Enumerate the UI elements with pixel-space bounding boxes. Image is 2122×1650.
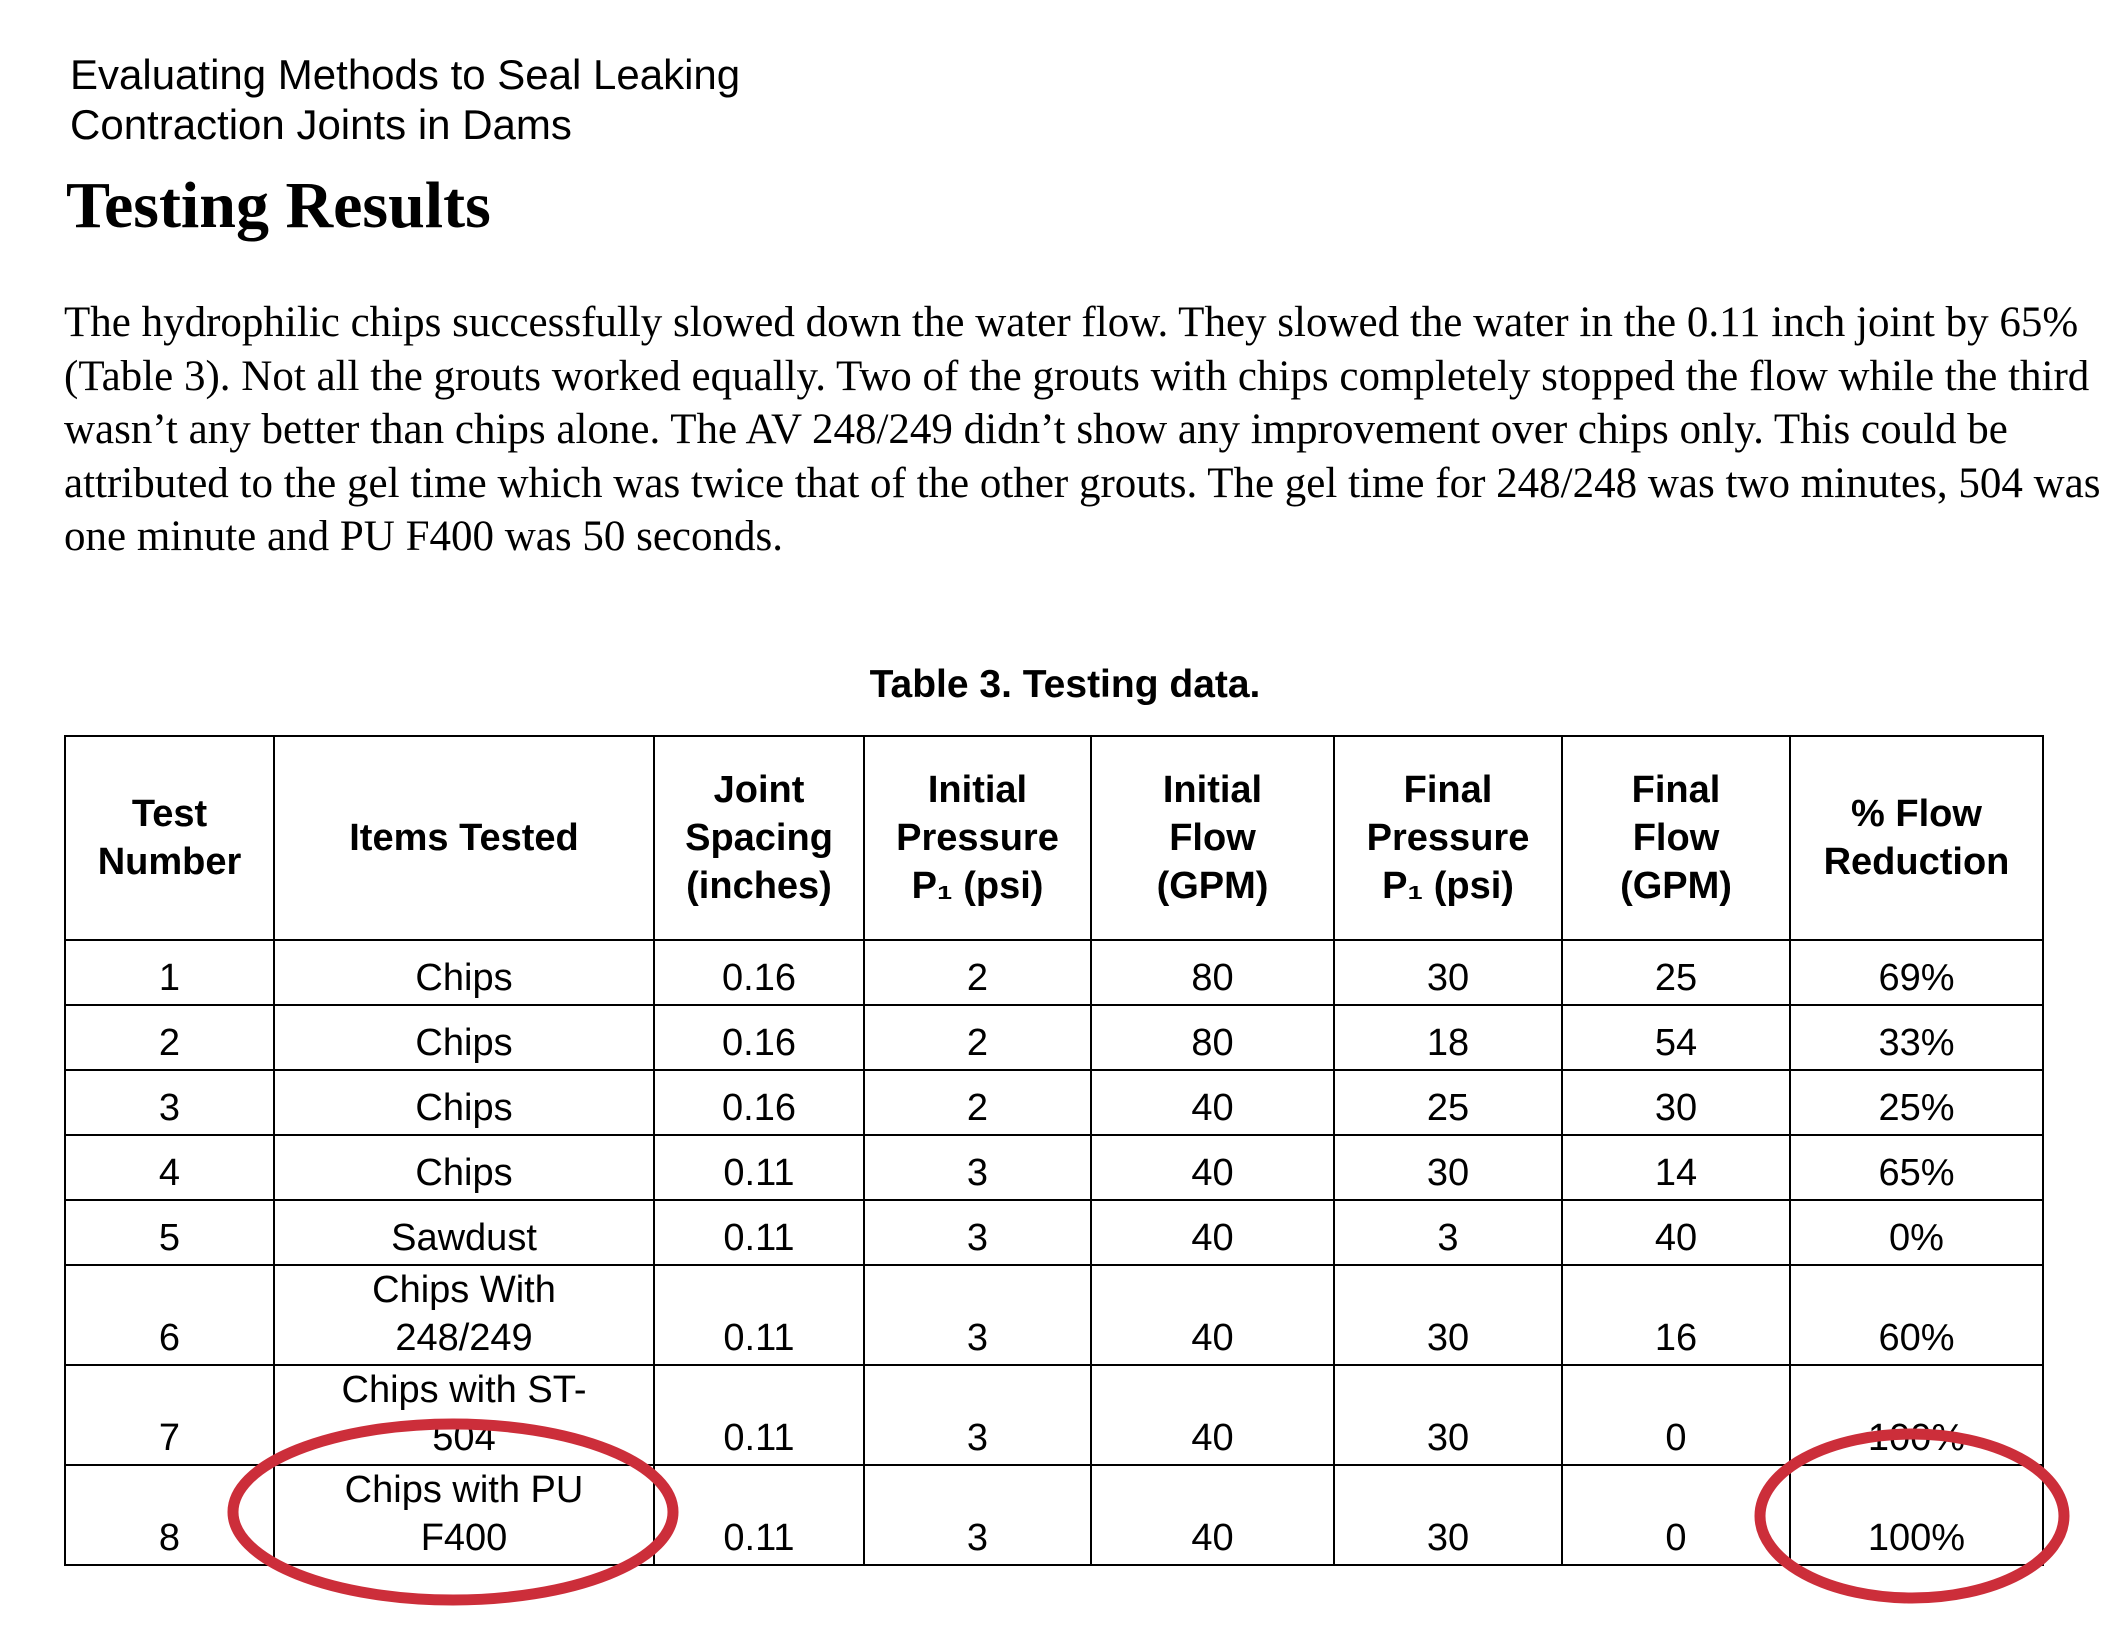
cell-line: F400 — [420, 1517, 508, 1559]
cell-initial-flow — [1091, 940, 1334, 1005]
cell-initial-pressure — [864, 1200, 1091, 1265]
table-row — [65, 1365, 2043, 1465]
cell-line: 2 — [966, 957, 989, 999]
cell-line: 40 — [1191, 1087, 1234, 1129]
cell-line: 65% — [1878, 1152, 1955, 1194]
table-row — [65, 940, 2043, 1005]
cell-line: 3 — [158, 1087, 181, 1129]
cell-line: 40 — [1654, 1217, 1698, 1259]
table-row — [65, 1005, 2043, 1070]
cell-line: 3 — [966, 1517, 989, 1559]
header-line: (GPM) — [1156, 865, 1269, 907]
cell-initial-flow — [1091, 1135, 1334, 1200]
cell-line: 30 — [1654, 1087, 1698, 1129]
cell-line: 0 — [1665, 1417, 1687, 1459]
cell-line: Chips — [415, 957, 513, 999]
cell-line: 54 — [1654, 1022, 1698, 1064]
cell-initial-pressure — [864, 1005, 1091, 1070]
cell-flow-reduction — [1790, 1365, 2043, 1465]
header-line: Flow — [1632, 817, 1720, 859]
cell-items-tested — [274, 1365, 654, 1465]
cell-line: 80 — [1191, 957, 1234, 999]
cell-line: 3 — [966, 1417, 989, 1459]
cell-line: 0% — [1889, 1217, 1944, 1259]
cell-line: Chips — [415, 1087, 513, 1129]
header-line: P₁ (psi) — [1382, 865, 1514, 907]
cell-line: 30 — [1426, 1517, 1470, 1559]
cell-line: 30 — [1426, 1317, 1470, 1359]
table-body — [65, 940, 2043, 1565]
cell-line: Chips with ST- — [341, 1369, 587, 1411]
cell-joint-spacing — [654, 1365, 864, 1465]
header-line: Final — [1631, 769, 1721, 811]
cell-line: 2 — [966, 1022, 989, 1064]
cell-final-flow — [1562, 1365, 1790, 1465]
cell-line: 40 — [1191, 1417, 1234, 1459]
cell-line: 18 — [1426, 1022, 1470, 1064]
cell-line: 40 — [1191, 1317, 1234, 1359]
cell-line: 100% — [1867, 1517, 1966, 1559]
cell-test-number — [65, 1365, 274, 1465]
cell-test-number — [65, 1070, 274, 1135]
cell-joint-spacing — [654, 940, 864, 1005]
cell-line: 30 — [1426, 957, 1470, 999]
cell-joint-spacing — [654, 1135, 864, 1200]
report-title — [70, 50, 740, 150]
cell-test-number — [65, 1200, 274, 1265]
header-line: Initial — [927, 769, 1028, 811]
cell-test-number — [65, 940, 274, 1005]
table-header-row — [65, 736, 2043, 940]
table-row — [65, 1200, 2043, 1265]
cell-final-pressure — [1334, 1005, 1562, 1070]
header-line: (GPM) — [1620, 865, 1732, 907]
cell-line: 25 — [1654, 957, 1698, 999]
cell-flow-reduction — [1790, 1005, 2043, 1070]
cell-joint-spacing — [654, 1200, 864, 1265]
cell-line: 6 — [158, 1317, 181, 1359]
cell-line: 30 — [1426, 1152, 1470, 1194]
cell-test-number — [65, 1265, 274, 1365]
cell-line: 0.11 — [723, 1217, 795, 1259]
header-line: Pressure — [1366, 817, 1530, 859]
cell-final-flow — [1562, 1070, 1790, 1135]
cell-initial-pressure — [864, 1135, 1091, 1200]
cell-line: 0.11 — [723, 1417, 795, 1459]
report-title-line-1: Evaluating Methods to Seal Leaking — [70, 51, 741, 98]
cell-flow-reduction — [1790, 1070, 2043, 1135]
cell-line: 4 — [158, 1152, 181, 1194]
section-heading: Testing Results — [66, 169, 491, 242]
cell-flow-reduction — [1790, 1200, 2043, 1265]
cell-joint-spacing — [654, 1005, 864, 1070]
cell-joint-spacing — [654, 1265, 864, 1365]
cell-initial-flow — [1091, 1265, 1334, 1365]
table-caption: Table 3. Testing data. — [869, 663, 1261, 706]
cell-final-pressure — [1334, 1135, 1562, 1200]
cell-initial-flow — [1091, 1005, 1334, 1070]
header-initial-pressure — [864, 736, 1091, 940]
cell-line: 80 — [1191, 1022, 1234, 1064]
cell-final-flow — [1562, 1200, 1790, 1265]
header-line: Initial — [1162, 769, 1263, 811]
cell-line: Chips with PU — [344, 1469, 584, 1511]
cell-line: 0 — [1665, 1517, 1687, 1559]
cell-line: 1 — [158, 957, 181, 999]
table-row — [65, 1265, 2043, 1365]
cell-line: Chips — [415, 1152, 513, 1194]
cell-final-pressure — [1334, 1200, 1562, 1265]
cell-initial-pressure — [864, 1365, 1091, 1465]
cell-line: 3 — [1437, 1217, 1459, 1259]
header-line: % Flow — [1851, 793, 1982, 835]
cell-initial-flow — [1091, 1070, 1334, 1135]
header-line: Pressure — [896, 817, 1059, 859]
cell-line: 8 — [158, 1517, 181, 1559]
cell-line: 504 — [432, 1417, 496, 1459]
cell-final-pressure — [1334, 1365, 1562, 1465]
cell-line: 40 — [1191, 1217, 1234, 1259]
table-row — [65, 1465, 2043, 1565]
cell-joint-spacing — [654, 1465, 864, 1565]
cell-line: 14 — [1654, 1152, 1698, 1194]
cell-line: 60% — [1878, 1317, 1955, 1359]
header-line: Spacing — [685, 817, 833, 859]
cell-items-tested — [274, 940, 654, 1005]
body-paragraph: The hydrophilic chips successfully slowed down the water flow. They slowed the water in the 0.11 inch joint by 65% (Table 3). Not all the grouts worked equally. Two of the grouts with chips completely stopped the flow while the third wasn’t any better than chips alone. The AV 248/249 didn’t show any improvement over chips only. This could be attributed to the gel time which was twice that of the other grouts. The gel time for 248/248 was two minutes, 504 was one minute and PU F400 was 50 seconds. — [64, 299, 2101, 560]
cell-flow-reduction — [1790, 1265, 2043, 1365]
cell-flow-reduction — [1790, 940, 2043, 1005]
cell-line: 0.16 — [722, 957, 796, 999]
cell-items-tested — [274, 1135, 654, 1200]
cell-flow-reduction — [1790, 1135, 2043, 1200]
cell-final-flow — [1562, 1135, 1790, 1200]
cell-final-flow — [1562, 1005, 1790, 1070]
cell-items-tested — [274, 1005, 654, 1070]
cell-final-pressure — [1334, 1265, 1562, 1365]
cell-line: 25% — [1878, 1087, 1955, 1129]
cell-flow-reduction — [1790, 1465, 2043, 1565]
header-flow-reduction — [1790, 736, 2043, 940]
cell-initial-flow — [1091, 1465, 1334, 1565]
cell-final-pressure — [1334, 1070, 1562, 1135]
cell-items-tested — [274, 1070, 654, 1135]
testing-data-table — [64, 735, 2044, 1566]
cell-line: 3 — [966, 1217, 989, 1259]
header-items-tested — [274, 736, 654, 940]
cell-items-tested — [274, 1465, 654, 1565]
cell-final-pressure — [1334, 1465, 1562, 1565]
cell-line: 40 — [1191, 1517, 1234, 1559]
header-line: Reduction — [1823, 841, 2010, 883]
cell-final-pressure — [1334, 940, 1562, 1005]
header-line: Items Tested — [349, 817, 579, 859]
cell-line: 25 — [1426, 1087, 1470, 1129]
cell-line: 2 — [966, 1087, 989, 1129]
cell-line: 2 — [158, 1022, 181, 1064]
cell-line: 69% — [1878, 957, 1955, 999]
cell-initial-pressure — [864, 1265, 1091, 1365]
cell-initial-flow — [1091, 1200, 1334, 1265]
cell-line: 33% — [1878, 1022, 1955, 1064]
cell-initial-pressure — [864, 940, 1091, 1005]
cell-line: Sawdust — [391, 1217, 537, 1259]
header-joint-spacing — [654, 736, 864, 940]
header-final-pressure — [1334, 736, 1562, 940]
cell-final-flow — [1562, 940, 1790, 1005]
table-row — [65, 1135, 2043, 1200]
cell-line: 40 — [1191, 1152, 1234, 1194]
cell-final-flow — [1562, 1465, 1790, 1565]
cell-line: 0.11 — [723, 1152, 795, 1194]
report-title-line-2: Contraction Joints in Dams — [70, 101, 572, 148]
header-final-flow — [1562, 736, 1790, 940]
cell-line: Chips With — [372, 1269, 556, 1311]
cell-line: 248/249 — [395, 1317, 533, 1359]
cell-final-flow — [1562, 1265, 1790, 1365]
cell-line: 0.11 — [723, 1317, 795, 1359]
cell-line: 16 — [1654, 1317, 1698, 1359]
header-line: P₁ (psi) — [911, 865, 1044, 907]
header-line: Final — [1403, 769, 1493, 811]
cell-line: 3 — [966, 1152, 989, 1194]
cell-test-number — [65, 1005, 274, 1070]
cell-line: 0.16 — [722, 1022, 796, 1064]
header-line: Test — [131, 793, 208, 835]
cell-test-number — [65, 1135, 274, 1200]
cell-line: 5 — [158, 1217, 181, 1259]
header-initial-flow — [1091, 736, 1334, 940]
cell-items-tested — [274, 1200, 654, 1265]
cell-initial-pressure — [864, 1465, 1091, 1565]
header-line: (inches) — [686, 865, 832, 907]
cell-line: Chips — [415, 1022, 513, 1064]
cell-line: 3 — [966, 1317, 989, 1359]
header-line: Number — [97, 841, 242, 883]
cell-line: 100% — [1867, 1417, 1966, 1459]
table-row — [65, 1070, 2043, 1135]
header-line: Joint — [713, 769, 805, 811]
cell-test-number — [65, 1465, 274, 1565]
cell-line: 0.11 — [723, 1517, 795, 1559]
cell-items-tested — [274, 1265, 654, 1365]
header-test-number — [65, 736, 274, 940]
header-line: Flow — [1169, 817, 1256, 859]
cell-line: 7 — [158, 1417, 181, 1459]
cell-line: 30 — [1426, 1417, 1470, 1459]
cell-joint-spacing — [654, 1070, 864, 1135]
cell-initial-flow — [1091, 1365, 1334, 1465]
cell-initial-pressure — [864, 1070, 1091, 1135]
cell-line: 0.16 — [722, 1087, 796, 1129]
